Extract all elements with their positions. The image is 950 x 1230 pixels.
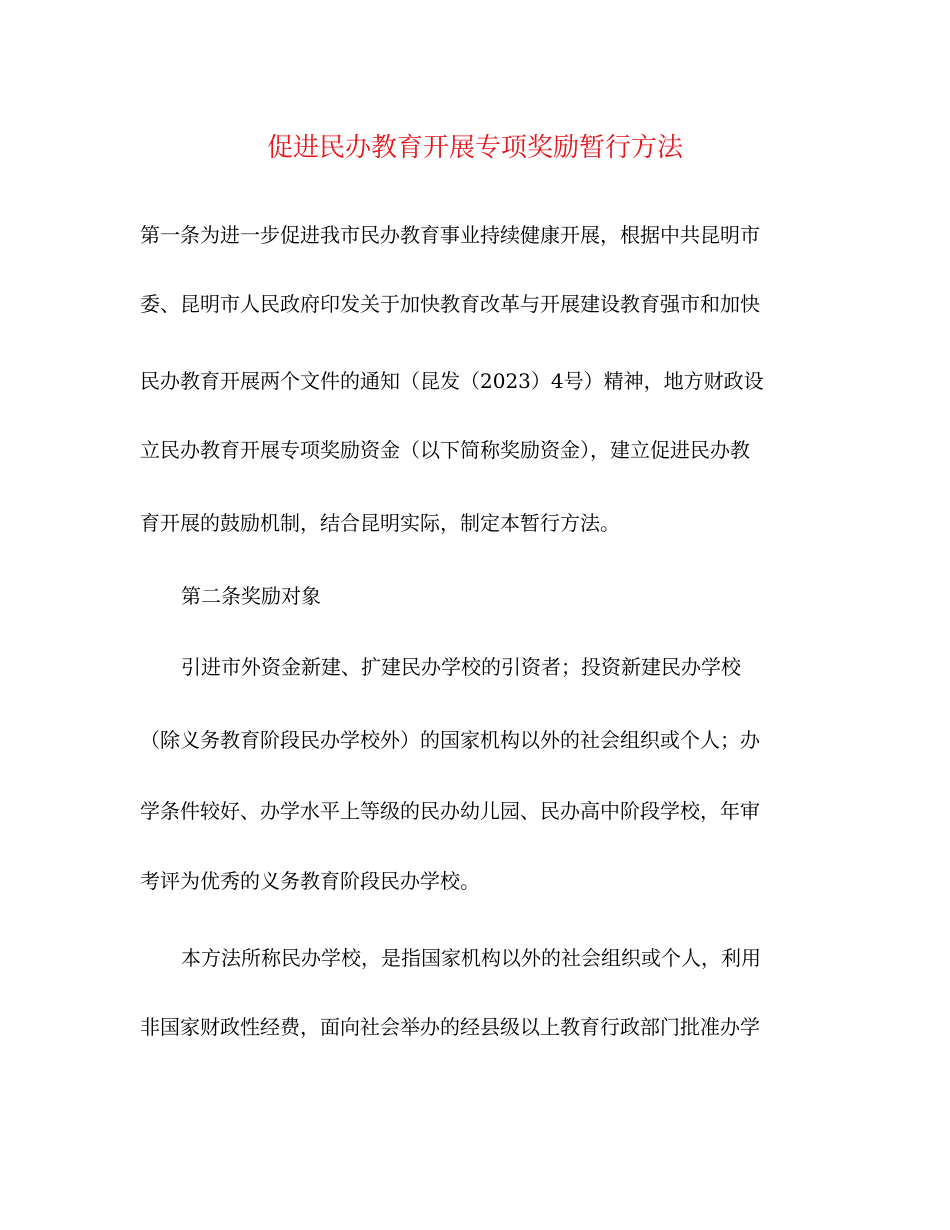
paragraph-line: （除义务教育阶段民办学校外）的国家机构以外的社会组织或个人；办 [140,728,760,752]
document-title: 促进民办教育开展专项奖励暂行方法 [266,133,683,163]
paragraph-line: 本方法所称民办学校，是指国家机构以外的社会组织或个人，利用 [181,946,761,970]
paragraph-line: 学条件较好、办学水平上等级的民办幼儿园、民办高中阶段学校，年审 [140,799,760,823]
section-heading: 第二条奖励对象 [181,584,321,608]
paragraph-line: 立民办教育开展专项奖励资金（以下简称奖励资金），建立促进民办教 [140,438,750,462]
paragraph-line: 育开展的鼓励机制，结合昆明实际，制定本暂行方法。 [140,511,620,535]
paragraph-line: 委、昆明市人民政府印发关于加快教育改革与开展建设教育强市和加快 [140,292,760,316]
paragraph-line: 民办教育开展两个文件的通知（昆发（2023）4号）精神，地方财政设 [140,369,764,393]
paragraph-line: 非国家财政性经费，面向社会举办的经县级以上教育行政部门批准办学 [140,1015,760,1039]
paragraph-line: 第一条为进一步促进我市民办教育事业持续健康开展，根据中共昆明市 [140,223,760,247]
paragraph-line: 考评为优秀的义务教育阶段民办学校。 [140,869,480,893]
paragraph-line: 引进市外资金新建、扩建民办学校的引资者；投资新建民办学校 [181,655,741,679]
